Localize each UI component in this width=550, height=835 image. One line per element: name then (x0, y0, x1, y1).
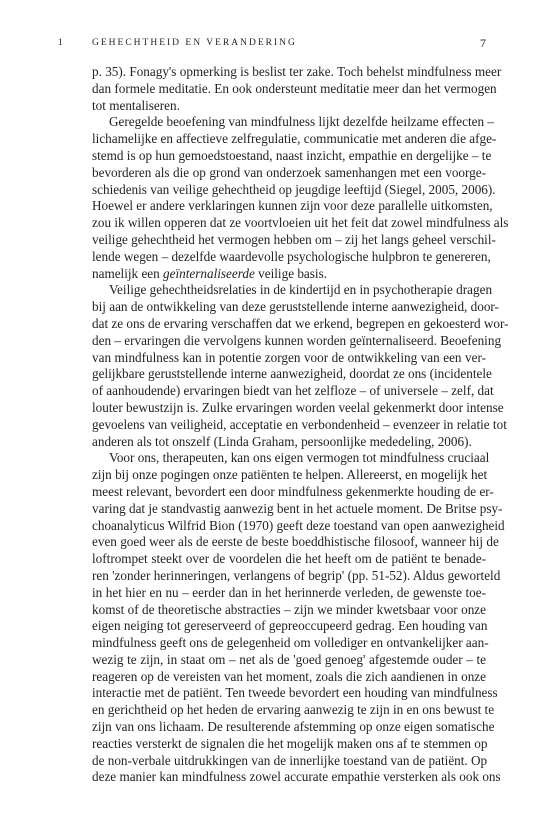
text-line: eigen neiging tot gereserveerd of gepreoccupeerd gedrag. Een houding van (92, 618, 488, 634)
text-line: zou ik willen opperen dat ze voortvloeien uit het feit dat zowel mindfulness als (92, 215, 509, 231)
text-line: en gerichtheid op het heden de ervaring aanwezig te zijn in en ons bewust te (92, 702, 495, 718)
text-line: schiedenis van veilige gehechtheid op jeugdige leeftijd (Siegel, 2005, 2006). (92, 181, 496, 197)
chapter-title: GEHECHTHEID EN VERANDERING (92, 38, 297, 48)
text-line (92, 266, 486, 283)
text-line: Voor ons, therapeuten, kan ons eigen vermogen tot mindfulness cruciaal (109, 450, 490, 466)
text-run: veilige basis. (254, 265, 328, 281)
text-line: bij aan de ontwikkeling van deze geruststellende interne aanwezigheid, door- (92, 299, 499, 315)
text-line: dan formele meditatie. En ook ondersteunt meditatie meer dan het vermogen (92, 80, 497, 96)
text-line: deze manier kan mindfulness zowel accurate empathie versterken als ook ons (92, 769, 501, 785)
text-line: wezig te zijn, in staat om – net als de 'goed genoeg' afgestemde ouder – te (92, 651, 486, 667)
text-line: veilige gehechtheid het vermogen hebben om – zij het langs geheel verschil- (92, 231, 496, 247)
running-head (58, 36, 486, 50)
text-line: anderen als tot onszelf (Linda Graham, persoonlijke mededeling, 2006). (92, 433, 472, 449)
text-line: de non-verbale uitdrukkingen van de innerlijke toestand van de patiënt. Op (92, 752, 488, 768)
text-line: lichamelijke en affectieve zelfregulatie, communicatie met anderen die afge- (92, 131, 497, 147)
text-line: even goed weer als de eerste de beste boeddhistische filosoof, wanneer hij de (92, 534, 499, 550)
text-line: loftrompet steekt over de voordelen die het heeft om de patiënt te benade- (92, 551, 486, 567)
text-line: tot mentaliseren. (92, 97, 180, 113)
text-line: Hoewel er andere verklaringen kunnen zijn voor deze parallelle uitkomsten, (92, 198, 493, 214)
text-line: zijn bij onze pogingen onze patiënten te helpen. Allereerst, en mogelijk het (92, 467, 488, 483)
text-line: dat ze ons de ervaring verschaffen dat we erkend, begrepen en gekoesterd wor- (92, 315, 509, 331)
text-line: reacties versterkt de signalen die het mogelijk maken ons af te stemmen op (92, 735, 488, 751)
italic-term: geïnternaliseerde (163, 265, 255, 281)
text-line: gevoelens van veiligheid, acceptatie en verbondenheid – evenzeer in relatie tot (92, 416, 507, 432)
text-line: interactie met de patiënt. Ten tweede bevordert een houding van mindfulness (92, 685, 498, 701)
text-line: reageren op de vereisten van het moment, zoals die zich aandienen in onze (92, 668, 486, 684)
text-run: namelijk een (92, 265, 164, 281)
text-line: mindfulness geeft ons de gelegenheid om vollediger en ontvankelijker aan- (92, 635, 489, 651)
body-text (92, 64, 509, 786)
text-line: p. 35). Fonagy's opmerking is beslist ter zake. Toch behelst mindfulness meer (92, 64, 502, 79)
text-line: ren 'zonder herinneringen, verlangens of begrip' (pp. 51-52). Aldus geworteld (92, 567, 501, 583)
text-line: louter bewustzijn is. Zulke ervaringen worden veelal gekenmerkt door intense (92, 399, 504, 415)
chapter-number: 1 (58, 38, 65, 48)
text-line: zijn van ons lichaam. De resulterende afstemming op onze eigen somatische (92, 719, 495, 735)
text-line: of aanhoudende) ervaringen biedt van het zelfloze – of universele – zelf, dat (92, 383, 494, 399)
text-line: den – ervaringen die vervolgens kunnen worden geïnternaliseerd. Beoefening (92, 332, 502, 348)
text-line: meest relevant, bevordert een door mindfulness gekenmerkte houding de er- (92, 483, 494, 499)
text-line: varing dat je standvastig aanwezig bent in het actuele moment. De Britse psy- (92, 500, 503, 516)
text-line: bevorderen als die op grond van onderzoek samenhangen met een voorge- (92, 164, 486, 180)
text-line: Veilige gehechtheidsrelaties in de kindertijd en in psychotherapie dragen (109, 282, 493, 298)
text-line: van mindfulness kan in potentie zorgen voor de ontwikkeling van een ver- (92, 349, 486, 365)
text-line: komst of de theoretische abstracties – zijn we minder kwetsbaar voor onze (92, 601, 486, 617)
text-line: stemd is op hun gemoedstoestand, naast inzicht, empathie en dergelijke – te (92, 147, 492, 163)
text-line: Geregelde beoefening van mindfulness lijkt dezelfde heilzame effecten – (109, 114, 494, 130)
text-line: gelijkbare geruststellende interne aanwezigheid, doordat ze ons (incidentele (92, 366, 492, 382)
text-line: lende wegen – dezelfde waardevolle psychologische hulpbron te genereren, (92, 248, 491, 264)
text-line: choanalyticus Wilfrid Bion (1970) geeft deze toestand van open aanwezigheid (92, 517, 505, 533)
page-number: 7 (480, 36, 486, 50)
text-line: in het hier en nu – eerder dan in het herinnerde verleden, de gewenste toe- (92, 584, 486, 600)
